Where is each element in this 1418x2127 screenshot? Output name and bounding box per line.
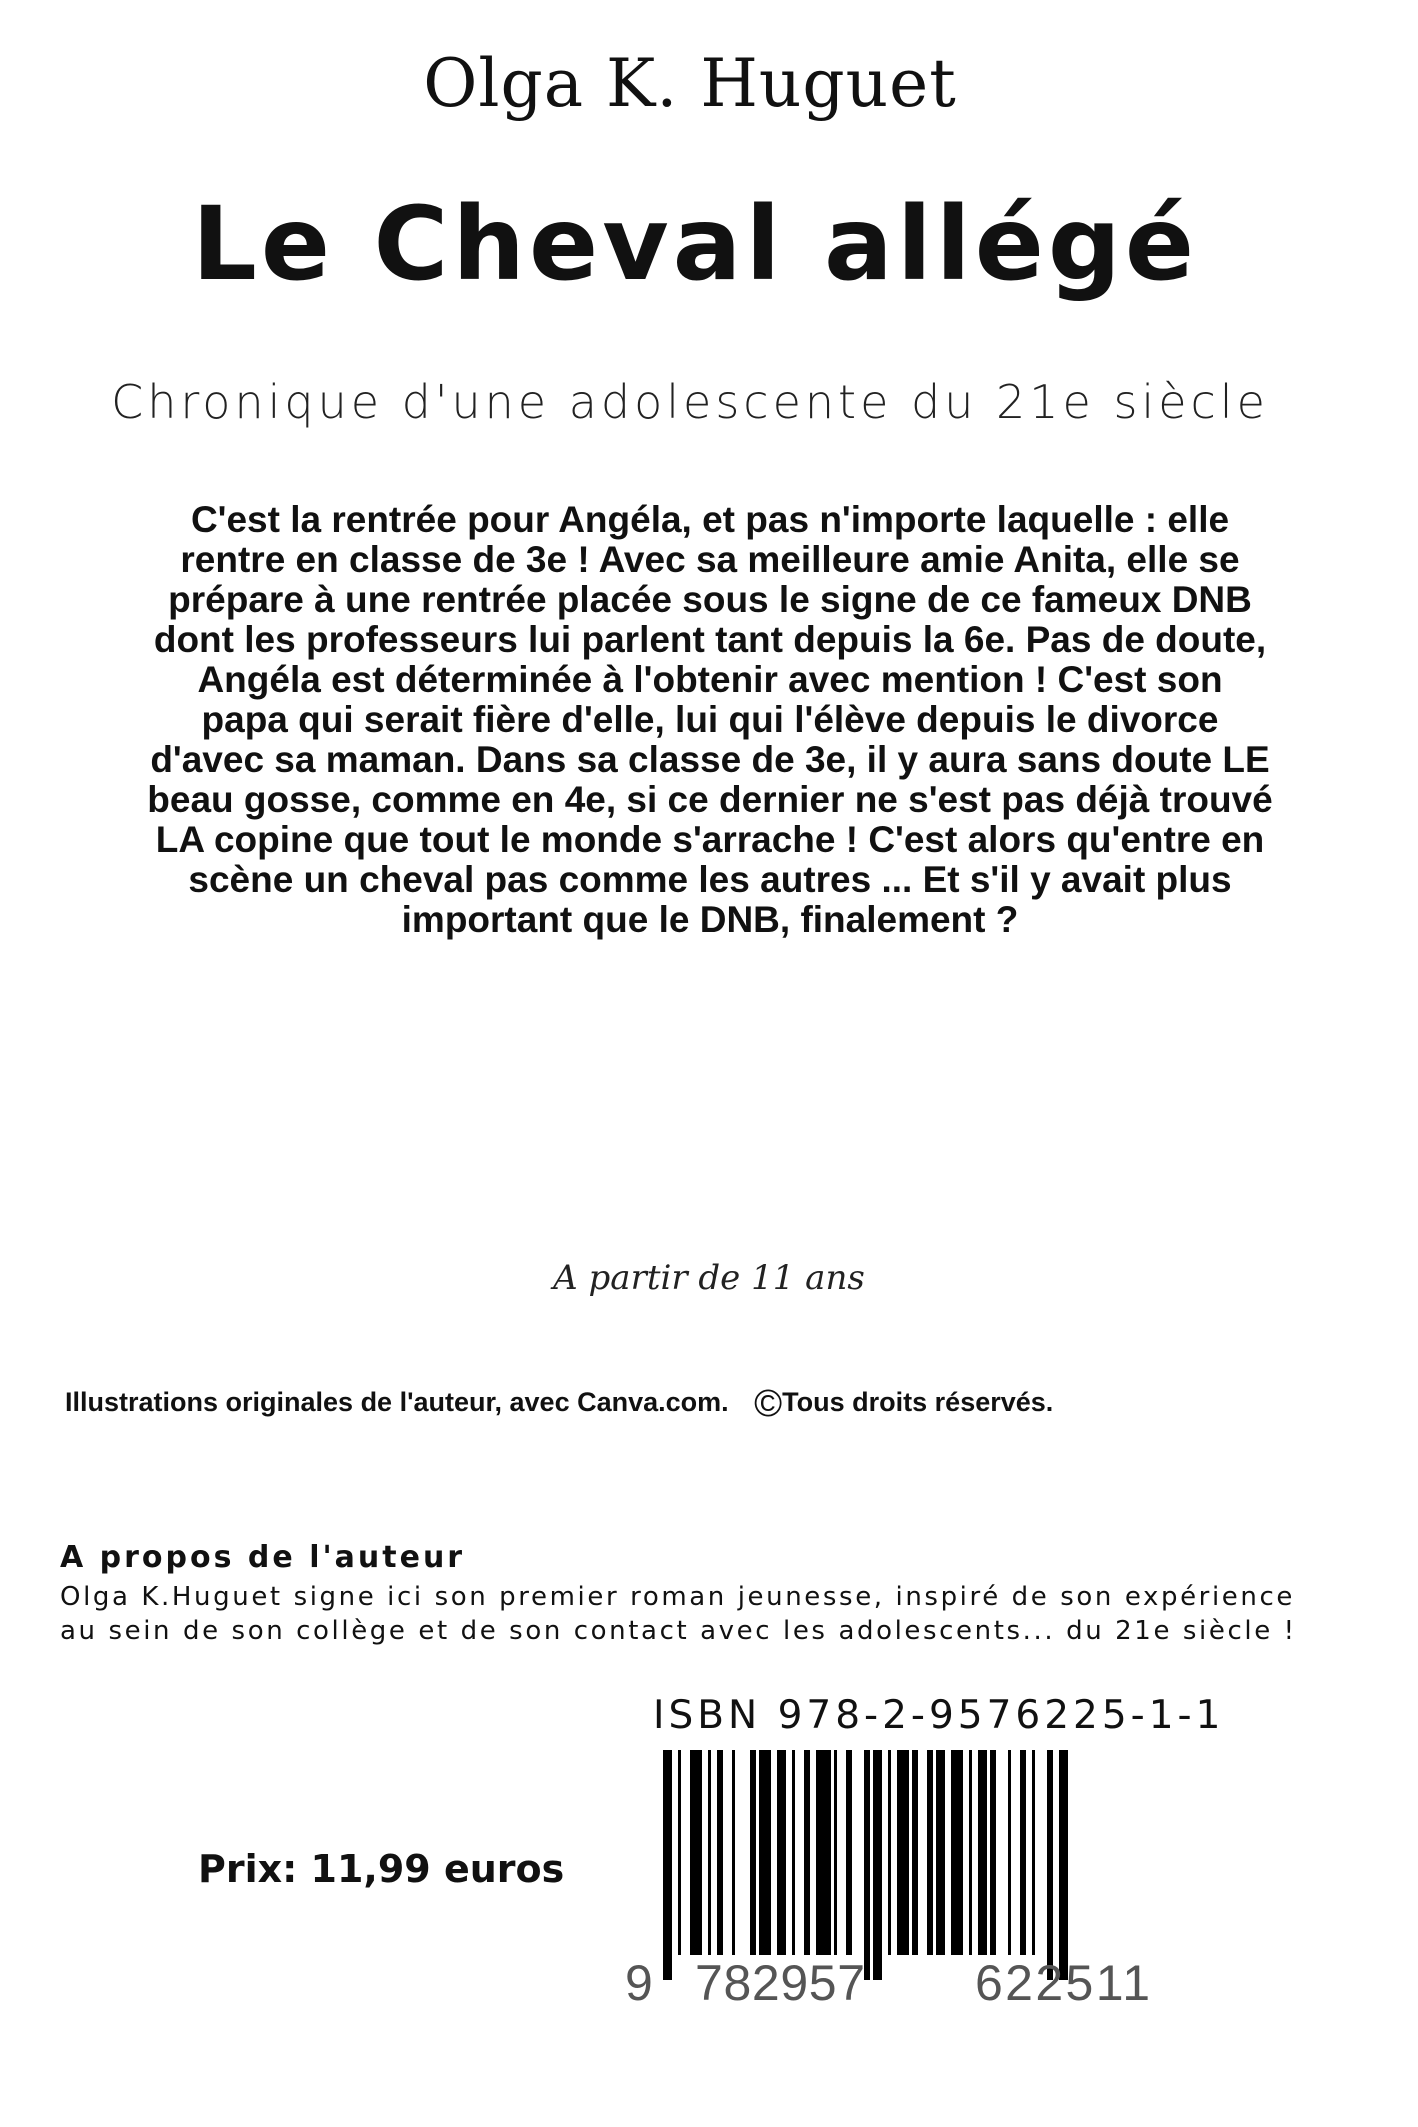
barcode-bar	[690, 1750, 702, 1955]
barcode-bar	[816, 1750, 831, 1955]
barcode-bar	[1047, 1750, 1053, 1980]
about-line: au sein de son collège et de son contact avec les adolescents... du 21e siècle !	[60, 1616, 1297, 1646]
about-author-text	[60, 1580, 1410, 1648]
synopsis-line: important que le DNB, finalement ?	[401, 899, 1019, 940]
barcode-bar	[1059, 1750, 1068, 1980]
synopsis-line: beau gosse, comme en 4e, si ce dernier ne s'est pas déjà trouvé	[147, 779, 1273, 820]
barcode-bar	[717, 1750, 723, 1955]
synopsis-line: C'est la rentrée pour Angéla, et pas n'importe laquelle : elle	[190, 499, 1230, 540]
barcode-bar	[990, 1750, 996, 1955]
about-author-heading: A propos de l'auteur	[60, 1540, 466, 1575]
barcode-bar	[873, 1750, 882, 1980]
barcode-bar	[678, 1750, 681, 1955]
barcode-lead-digit: 9	[625, 1955, 653, 2010]
barcode-bar	[927, 1750, 933, 1955]
synopsis-line: LA copine que tout le monde s'arrache ! C'est alors qu'entre en	[155, 819, 1265, 860]
about-line: Olga K.Huguet signe ici son premier roman jeunesse, inspiré de son expérience	[60, 1582, 1295, 1612]
barcode-bar	[1008, 1750, 1011, 1955]
synopsis-line: Angéla est déterminée à l'obtenir avec mention ! C'est son	[197, 659, 1223, 700]
synopsis-line: scène un cheval pas comme les autres ... Et s'il y avait plus	[188, 859, 1232, 900]
barcode-bar	[978, 1750, 987, 1955]
synopsis-line: dont les professeurs lui parlent tant depuis la 6e. Pas de doute,	[153, 619, 1267, 660]
book-subtitle: Chronique d'une adolescente du 21e siècle	[111, 375, 1269, 429]
barcode-bar	[969, 1750, 972, 1955]
synopsis-line: d'avec sa maman. Dans sa classe de 3e, il y aura sans doute LE	[150, 739, 1270, 780]
barcode-bar	[888, 1750, 891, 1955]
barcode-bar	[951, 1750, 963, 1955]
barcode-bar	[708, 1750, 711, 1955]
synopsis-line: rentre en classe de 3e ! Avec sa meilleure amie Anita, elle se	[180, 539, 1240, 580]
barcode-bar	[777, 1750, 786, 1955]
barcode-bar	[732, 1750, 735, 1955]
barcode-bar	[864, 1750, 870, 1980]
barcode-bar	[912, 1750, 918, 1955]
barcode-bar	[663, 1750, 672, 1980]
barcode-right-digits: 622511	[975, 1955, 1150, 2010]
book-title: Le Cheval allégé	[191, 185, 1199, 304]
barcode-bar	[804, 1750, 810, 1955]
barcode-bar	[1032, 1750, 1035, 1955]
barcode-bar	[897, 1750, 909, 1955]
barcode-bar	[846, 1750, 852, 1955]
barcode-bar	[792, 1750, 795, 1955]
synopsis-line: prépare à une rentrée placée sous le signe de ce fameux DNB	[168, 579, 1252, 620]
barcode-bar	[936, 1750, 945, 1955]
illustrations-credit: Illustrations originales de l'auteur, avec Canva.com.	[65, 1387, 729, 1417]
age-recommendation: A partir de 11 ans	[553, 1258, 865, 1298]
barcode-bar	[1020, 1750, 1026, 1955]
price-label: Prix: 11,99 euros	[198, 1847, 565, 1891]
credits-line	[65, 1383, 1365, 1426]
barcode-bar	[834, 1750, 837, 1955]
barcode-bar	[759, 1750, 771, 1955]
author-name: Olga K. Huguet	[423, 45, 957, 122]
rights-reserved: Tous droits réservés.	[782, 1387, 1054, 1417]
barcode	[625, 1750, 1225, 2010]
synopsis-line: papa qui serait fière d'elle, lui qui l'élève depuis le divorce	[201, 699, 1219, 740]
barcode-bars	[663, 1750, 1068, 1980]
copyright-icon: ©	[754, 1383, 783, 1425]
barcode-left-digits: 782957	[695, 1955, 865, 2010]
synopsis	[60, 500, 1360, 940]
isbn-label: ISBN 978-2-9576225-1-1	[653, 1693, 1225, 1738]
barcode-bar	[750, 1750, 756, 1955]
